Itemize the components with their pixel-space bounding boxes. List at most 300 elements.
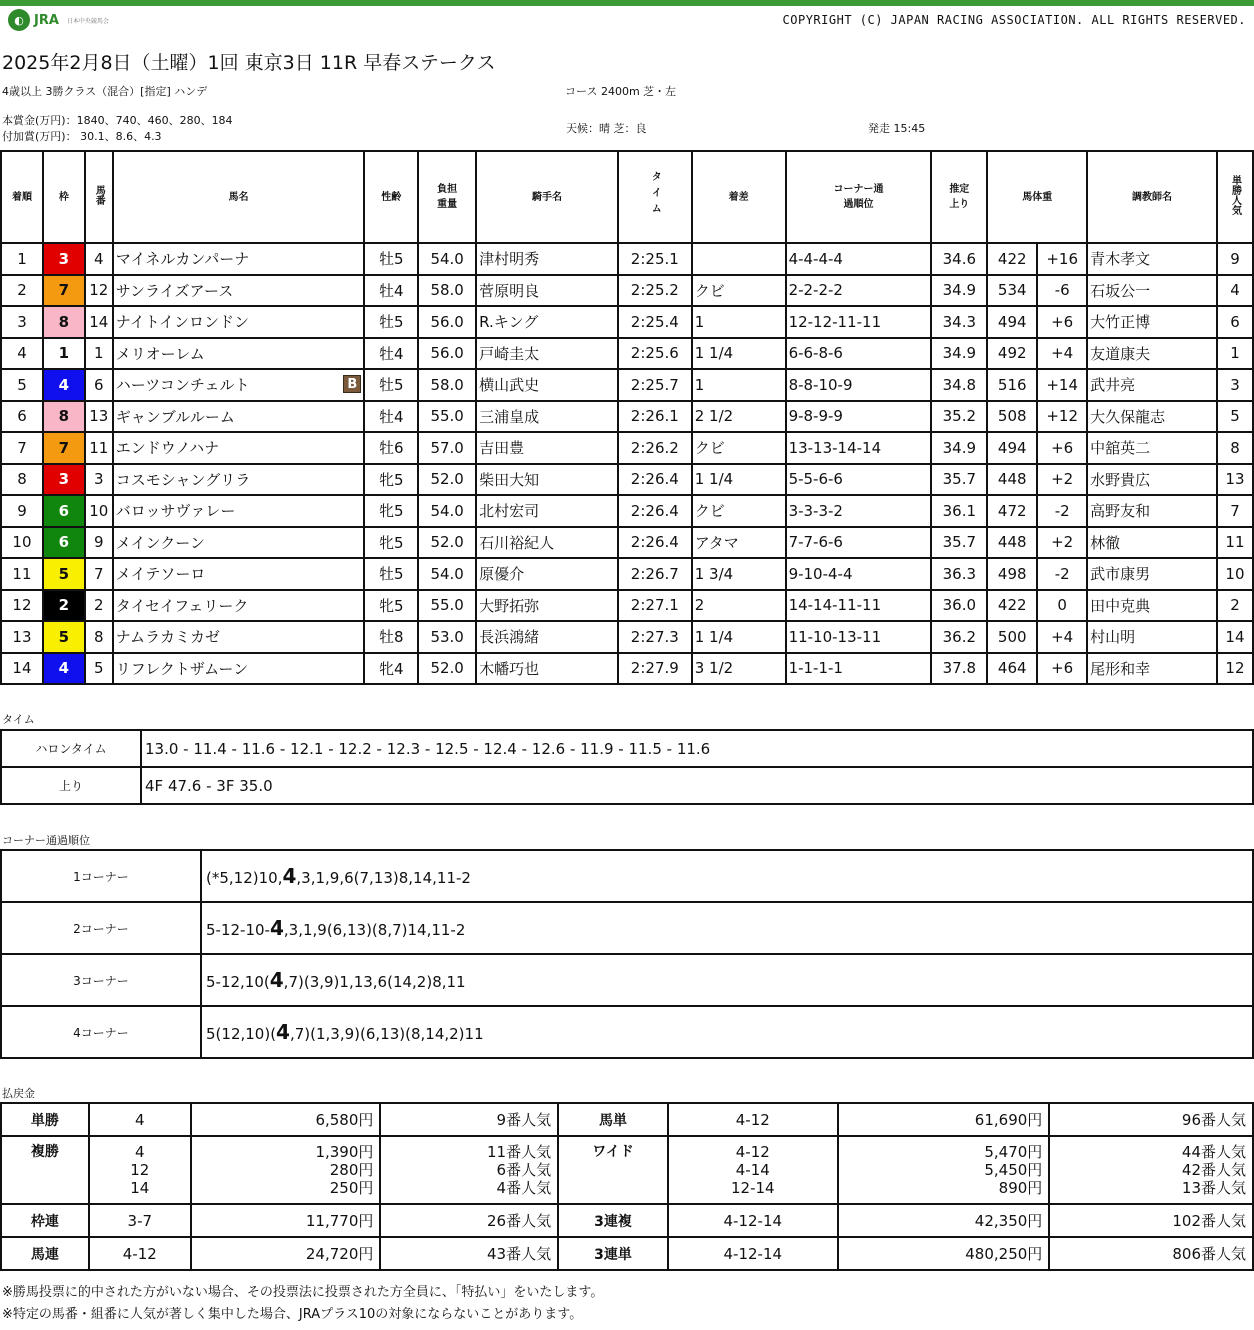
col-sex-age: 性齢 <box>364 151 418 243</box>
body-weight-cell: 494 <box>987 306 1037 338</box>
horse-number-cell: 6 <box>85 369 113 401</box>
payout-note: ※特定の馬番・組番に人気が著しく集中した場合、JRAプラス10の対象にならないことがあります。 <box>2 1307 583 1322</box>
time-section-label: タイム <box>2 713 35 726</box>
col-corners-label: コーナー通過順位 <box>833 184 884 210</box>
horse-name-text[interactable]: サンライズアース <box>115 281 234 300</box>
rank-cell: 6 <box>1 401 43 433</box>
horse-number-cell: 8 <box>85 621 113 653</box>
horse-name-text[interactable]: メイテソーロ <box>115 565 206 584</box>
margin-cell <box>692 243 786 275</box>
sex-age-cell: 牝5 <box>364 590 418 622</box>
tansho-amount: 6,580円 <box>191 1103 381 1136</box>
waku-cell: 5 <box>43 558 85 590</box>
wide-amount: 5,470円 <box>984 1143 1043 1161</box>
col-weight-carried-label: 負担重量 <box>437 184 458 210</box>
copyright-notice: COPYRIGHT (C) JAPAN RACING ASSOCIATION. ALL RIGHTS RESERVED. <box>782 13 1246 27</box>
horse-name-cell[interactable] <box>113 401 365 433</box>
corner-order-post: ,7)(3,9)1,13,6(14,2)8,11 <box>283 973 466 991</box>
race-extra-prize: 付加賞(万円)： 30.1、8.6、4.3 <box>2 130 162 143</box>
horse-name-text[interactable]: ナイトインロンドン <box>115 313 249 332</box>
corner-table <box>0 849 1254 1059</box>
last3f-cell: 36.3 <box>931 558 987 590</box>
corner-order <box>201 902 1253 954</box>
horse-number-cell: 4 <box>85 243 113 275</box>
time-cell: 2:27.3 <box>618 621 692 653</box>
jockey-cell: 吉田豊 <box>476 432 618 464</box>
umaren-amount: 24,720円 <box>191 1237 381 1270</box>
body-weight-diff-cell: +2 <box>1037 527 1087 559</box>
horse-name-cell[interactable] <box>113 590 365 622</box>
lap-time-table <box>0 729 1254 805</box>
col-corners <box>786 151 932 243</box>
waku-cell: 6 <box>43 495 85 527</box>
time-cell: 2:27.1 <box>618 590 692 622</box>
result-row <box>1 653 1253 685</box>
corner-order-pre: (*5,12)10, <box>206 869 283 887</box>
corner-positions-cell: 11-10-13-11 <box>786 621 932 653</box>
horse-number-cell: 9 <box>85 527 113 559</box>
weight-carried-cell: 58.0 <box>418 275 476 307</box>
horse-name-text[interactable]: メリオーレム <box>115 344 205 363</box>
furlong-label: ハロンタイム <box>1 730 141 767</box>
last3f-cell: 34.6 <box>931 243 987 275</box>
horse-number-cell: 13 <box>85 401 113 433</box>
wide-combo: 4-12 <box>735 1143 770 1161</box>
last3f-cell: 34.9 <box>931 275 987 307</box>
weight-carried-cell: 56.0 <box>418 306 476 338</box>
wide-amount: 5,450円 <box>984 1161 1043 1179</box>
corner-row <box>1 954 1253 1006</box>
body-weight-diff-cell: -2 <box>1037 558 1087 590</box>
weight-carried-cell: 57.0 <box>418 432 476 464</box>
result-row <box>1 464 1253 496</box>
horse-name-text[interactable]: コスモシャングリラ <box>115 470 251 489</box>
wide-label: ワイド <box>558 1136 668 1204</box>
result-row <box>1 558 1253 590</box>
popularity-cell: 9 <box>1217 243 1253 275</box>
weight-carried-cell: 56.0 <box>418 338 476 370</box>
last3f-cell: 34.9 <box>931 338 987 370</box>
race-course: コース 2400m 芝・左 <box>565 85 677 98</box>
weight-carried-cell: 54.0 <box>418 558 476 590</box>
trainer-cell: 青木孝文 <box>1087 243 1217 275</box>
trainer-cell: 大久保龍志 <box>1087 401 1217 433</box>
col-time <box>618 151 692 243</box>
jockey-cell: 三浦皇成 <box>476 401 618 433</box>
popularity-cell: 8 <box>1217 432 1253 464</box>
jockey-cell: 菅原明良 <box>476 275 618 307</box>
body-weight-diff-cell: +4 <box>1037 621 1087 653</box>
body-weight-diff-cell: +6 <box>1037 653 1087 685</box>
fukusho-amount: 1,390円 <box>315 1143 374 1161</box>
horse-name-text[interactable]: ギャンブルルーム <box>115 407 235 426</box>
body-weight-diff-cell: 0 <box>1037 590 1087 622</box>
horse-name-cell[interactable] <box>113 621 365 653</box>
fukusho-combo: 14 <box>130 1179 150 1197</box>
body-weight-diff-cell: -2 <box>1037 495 1087 527</box>
horse-name-cell[interactable] <box>113 306 365 338</box>
margin-cell: アタマ <box>692 527 786 559</box>
horse-name-cell[interactable] <box>113 432 365 464</box>
time-cell: 2:26.7 <box>618 558 692 590</box>
result-row <box>1 495 1253 527</box>
payout-row <box>1 1136 1253 1204</box>
corner-order-winner: 4 <box>282 864 297 888</box>
margin-cell: 1 3/4 <box>692 558 786 590</box>
trainer-cell: 石坂公一 <box>1087 275 1217 307</box>
fukusho-amount: 250円 <box>329 1179 374 1197</box>
waku-cell: 7 <box>43 275 85 307</box>
sex-age-cell: 牡8 <box>364 621 418 653</box>
weight-carried-cell: 55.0 <box>418 590 476 622</box>
sanrentan-label: 3連単 <box>558 1237 668 1270</box>
wide-pop: 42番人気 <box>1181 1161 1246 1179</box>
top-bar <box>0 0 1254 40</box>
last3f-cell: 34.3 <box>931 306 987 338</box>
fukusho-amounts <box>191 1136 381 1204</box>
jockey-cell: 原優介 <box>476 558 618 590</box>
trainer-cell: 中舘英二 <box>1087 432 1217 464</box>
fukusho-pop: 4番人気 <box>496 1179 552 1197</box>
col-name: 馬名 <box>113 151 365 243</box>
popularity-cell: 5 <box>1217 401 1253 433</box>
corner-positions-cell: 5-5-6-6 <box>786 464 932 496</box>
wide-pop: 13番人気 <box>1181 1179 1246 1197</box>
time-cell: 2:26.4 <box>618 495 692 527</box>
race-weather: 天候：晴 芝：良 <box>566 122 647 135</box>
wakuren-label: 枠連 <box>1 1204 89 1237</box>
corner-positions-cell: 9-10-4-4 <box>786 558 932 590</box>
rank-cell: 8 <box>1 464 43 496</box>
popularity-cell: 14 <box>1217 621 1253 653</box>
time-cell: 2:27.9 <box>618 653 692 685</box>
col-last3f-label: 推定上り <box>949 184 970 210</box>
sex-age-cell: 牡4 <box>364 401 418 433</box>
waku-cell: 3 <box>43 464 85 496</box>
wide-combo: 12-14 <box>731 1179 775 1197</box>
trainer-cell: 水野貴広 <box>1087 464 1217 496</box>
jockey-cell: 大野拓弥 <box>476 590 618 622</box>
margin-cell: 1 1/4 <box>692 621 786 653</box>
col-popularity <box>1217 151 1253 243</box>
rank-cell: 1 <box>1 243 43 275</box>
jockey-cell: 横山武史 <box>476 369 618 401</box>
weight-carried-cell: 52.0 <box>418 527 476 559</box>
rank-cell: 2 <box>1 275 43 307</box>
horse-number-cell: 11 <box>85 432 113 464</box>
corner-order-pre: 5-12,10( <box>206 973 270 991</box>
last3f-cell: 36.1 <box>931 495 987 527</box>
body-weight-diff-cell: +2 <box>1037 464 1087 496</box>
body-weight-diff-cell: +6 <box>1037 432 1087 464</box>
race-start-time: 発走 15:45 <box>868 122 926 135</box>
last3f-cell: 37.8 <box>931 653 987 685</box>
margin-cell: 1 <box>692 306 786 338</box>
last3f-cell: 35.7 <box>931 527 987 559</box>
agari-label: 上り <box>1 767 141 804</box>
horse-number-cell: 12 <box>85 275 113 307</box>
horse-name-text[interactable]: ハーツコンチェルト <box>115 376 250 395</box>
payout-row <box>1 1237 1253 1270</box>
trainer-cell: 友道康夫 <box>1087 338 1217 370</box>
horse-name-cell[interactable] <box>113 495 365 527</box>
corner-positions-cell: 9-8-9-9 <box>786 401 932 433</box>
agari-values: 4F 47.6 - 3F 35.0 <box>141 767 1253 804</box>
col-weight-carried <box>418 151 476 243</box>
corner-positions-cell: 13-13-14-14 <box>786 432 932 464</box>
rank-cell: 14 <box>1 653 43 685</box>
corner-order-winner: 4 <box>269 916 284 940</box>
time-cell: 2:26.1 <box>618 401 692 433</box>
corner-positions-cell: 8-8-10-9 <box>786 369 932 401</box>
col-jockey: 騎手名 <box>476 151 618 243</box>
wide-pops <box>1049 1136 1253 1204</box>
corner-positions-cell: 7-7-6-6 <box>786 527 932 559</box>
weight-carried-cell: 58.0 <box>418 369 476 401</box>
waku-cell: 7 <box>43 432 85 464</box>
trainer-cell: 村山明 <box>1087 621 1217 653</box>
horse-name-cell[interactable] <box>113 653 365 685</box>
fukusho-amount: 280円 <box>329 1161 374 1179</box>
horse-name-cell[interactable] <box>113 527 365 559</box>
umaren-pop: 43番人気 <box>380 1237 558 1270</box>
horse-name-cell[interactable] <box>113 464 365 496</box>
trainer-cell: 高野友和 <box>1087 495 1217 527</box>
col-body-weight: 馬体重 <box>987 151 1087 243</box>
horse-name-cell[interactable] <box>113 558 365 590</box>
corner-section-label: コーナー通過順位 <box>2 834 90 847</box>
horse-name-cell[interactable] <box>113 243 365 275</box>
body-weight-cell: 534 <box>987 275 1037 307</box>
fukusho-combo: 4 <box>135 1143 145 1161</box>
sex-age-cell: 牝5 <box>364 527 418 559</box>
sanrenpuku-pop: 102番人気 <box>1049 1204 1253 1237</box>
wakuren-pop: 26番人気 <box>380 1204 558 1237</box>
col-num <box>85 151 113 243</box>
corner-order-post: ,7)(1,3,9)(6,13)(8,14,2)11 <box>289 1025 484 1043</box>
umatan-amount: 61,690円 <box>838 1103 1050 1136</box>
blinker-badge: B <box>343 375 361 393</box>
tansho-combo: 4 <box>89 1103 191 1136</box>
sanrentan-pop: 806番人気 <box>1049 1237 1253 1270</box>
rank-cell: 5 <box>1 369 43 401</box>
waku-cell: 4 <box>43 369 85 401</box>
corner-order-post: ,3,1,9(6,13)(8,7)14,11-2 <box>283 921 466 939</box>
wide-amount: 890円 <box>998 1179 1043 1197</box>
horse-number-cell: 1 <box>85 338 113 370</box>
col-margin: 着差 <box>692 151 786 243</box>
body-weight-diff-cell: +14 <box>1037 369 1087 401</box>
jra-logo-text: JRA <box>34 12 59 28</box>
body-weight-cell: 422 <box>987 590 1037 622</box>
body-weight-cell: 494 <box>987 432 1037 464</box>
horse-number-cell: 10 <box>85 495 113 527</box>
fukusho-pops <box>380 1136 558 1204</box>
sex-age-cell: 牡6 <box>364 432 418 464</box>
payout-row <box>1 1103 1253 1136</box>
horse-number-cell: 5 <box>85 653 113 685</box>
margin-cell: 1 1/4 <box>692 338 786 370</box>
jra-logo[interactable] <box>8 9 109 31</box>
corner-order-winner: 4 <box>269 968 284 992</box>
rank-cell: 11 <box>1 558 43 590</box>
rank-cell: 10 <box>1 527 43 559</box>
popularity-cell: 4 <box>1217 275 1253 307</box>
popularity-cell: 10 <box>1217 558 1253 590</box>
horse-name-text[interactable]: バロッサヴァレー <box>115 502 236 521</box>
last3f-cell: 35.7 <box>931 464 987 496</box>
fukusho-pop: 11番人気 <box>487 1143 552 1161</box>
tansho-pop: 9番人気 <box>380 1103 558 1136</box>
corner-name: 3コーナー <box>1 954 201 1006</box>
horse-name-text[interactable]: リフレクトザムーン <box>115 659 249 678</box>
furlong-row <box>1 730 1253 767</box>
jra-logo-icon: ◐ <box>8 9 30 31</box>
horse-name-text[interactable]: ナムラカミカゼ <box>115 628 221 647</box>
time-cell: 2:26.4 <box>618 527 692 559</box>
sex-age-cell: 牡5 <box>364 306 418 338</box>
time-cell: 2:25.6 <box>618 338 692 370</box>
corner-order <box>201 850 1253 902</box>
body-weight-diff-cell: +6 <box>1037 306 1087 338</box>
body-weight-cell: 508 <box>987 401 1037 433</box>
corner-order-post: ,3,1,9,6(7,13)8,14,11-2 <box>296 869 471 887</box>
jockey-cell: 津村明秀 <box>476 243 618 275</box>
col-popularity-label: 単勝人気 <box>1229 174 1241 215</box>
sex-age-cell: 牝4 <box>364 653 418 685</box>
horse-name-cell[interactable] <box>113 338 365 370</box>
trainer-cell: 武井亮 <box>1087 369 1217 401</box>
umatan-label: 馬単 <box>558 1103 668 1136</box>
weight-carried-cell: 54.0 <box>418 243 476 275</box>
fukusho-label: 複勝 <box>1 1136 89 1204</box>
col-trainer: 調教師名 <box>1087 151 1217 243</box>
fukusho-combos <box>89 1136 191 1204</box>
payout-table <box>0 1102 1254 1271</box>
horse-name-cell[interactable] <box>113 275 365 307</box>
weight-carried-cell: 53.0 <box>418 621 476 653</box>
corner-order-pre: 5(12,10)( <box>206 1025 277 1043</box>
fukusho-combo: 12 <box>130 1161 150 1179</box>
last3f-cell: 35.2 <box>931 401 987 433</box>
time-cell: 2:25.1 <box>618 243 692 275</box>
time-cell: 2:25.4 <box>618 306 692 338</box>
body-weight-cell: 448 <box>987 527 1037 559</box>
corner-order <box>201 1006 1253 1058</box>
corner-name: 4コーナー <box>1 1006 201 1058</box>
margin-cell: 3 1/2 <box>692 653 786 685</box>
margin-cell: クビ <box>692 495 786 527</box>
horse-name-text[interactable]: マイネルカンパーナ <box>115 250 250 269</box>
result-row <box>1 590 1253 622</box>
last3f-cell: 34.9 <box>931 432 987 464</box>
result-row <box>1 243 1253 275</box>
rank-cell: 12 <box>1 590 43 622</box>
horse-number-cell: 14 <box>85 306 113 338</box>
corner-positions-cell: 6-6-8-6 <box>786 338 932 370</box>
body-weight-diff-cell: +16 <box>1037 243 1087 275</box>
jra-logo-subtitle: 日本中央競馬会 <box>66 17 109 25</box>
horse-name-cell[interactable] <box>113 369 365 401</box>
popularity-cell: 13 <box>1217 464 1253 496</box>
last3f-cell: 36.0 <box>931 590 987 622</box>
waku-cell: 2 <box>43 590 85 622</box>
last3f-cell: 36.2 <box>931 621 987 653</box>
payout-note: ※勝馬投票に的中された方がいない場合、その投票法に投票された方全員に、「特払い」をいたします。 <box>2 1285 604 1300</box>
time-cell: 2:26.2 <box>618 432 692 464</box>
last3f-cell: 34.8 <box>931 369 987 401</box>
result-row <box>1 369 1253 401</box>
rank-cell: 4 <box>1 338 43 370</box>
result-row <box>1 621 1253 653</box>
body-weight-cell: 448 <box>987 464 1037 496</box>
waku-cell: 5 <box>43 621 85 653</box>
tansho-label: 単勝 <box>1 1103 89 1136</box>
weight-carried-cell: 52.0 <box>418 653 476 685</box>
waku-cell: 8 <box>43 306 85 338</box>
body-weight-cell: 500 <box>987 621 1037 653</box>
horse-name-text[interactable]: タイセイフェリーク <box>115 596 249 615</box>
wide-combo: 4-14 <box>735 1161 770 1179</box>
result-row <box>1 401 1253 433</box>
sex-age-cell: 牝5 <box>364 464 418 496</box>
horse-number-cell: 3 <box>85 464 113 496</box>
corner-name: 1コーナー <box>1 850 201 902</box>
corner-row <box>1 850 1253 902</box>
body-weight-cell: 492 <box>987 338 1037 370</box>
body-weight-cell: 464 <box>987 653 1037 685</box>
waku-cell: 4 <box>43 653 85 685</box>
sex-age-cell: 牡4 <box>364 275 418 307</box>
wide-combos <box>668 1136 838 1204</box>
margin-cell: 1 1/4 <box>692 464 786 496</box>
payout-section-label: 払戻金 <box>2 1087 35 1100</box>
payout-row <box>1 1204 1253 1237</box>
result-row <box>1 306 1253 338</box>
corner-order <box>201 954 1253 1006</box>
sex-age-cell: 牡5 <box>364 243 418 275</box>
jockey-cell: 長浜鴻緒 <box>476 621 618 653</box>
col-waku: 枠 <box>43 151 85 243</box>
race-title: 2025年2月8日（土曜）1回 東京3日 11R 早春ステークス <box>2 52 496 74</box>
popularity-cell: 6 <box>1217 306 1253 338</box>
margin-cell: クビ <box>692 275 786 307</box>
popularity-cell: 7 <box>1217 495 1253 527</box>
umaren-combo: 4-12 <box>89 1237 191 1270</box>
horse-name-text[interactable]: エンドウノハナ <box>115 439 220 458</box>
jockey-cell: R.キング <box>476 306 618 338</box>
popularity-cell: 11 <box>1217 527 1253 559</box>
horse-name-text[interactable]: メインクーン <box>115 533 205 552</box>
margin-cell: 2 <box>692 590 786 622</box>
agari-row <box>1 767 1253 804</box>
race-prize: 本賞金(万円)：1840、740、460、280、184 <box>2 114 233 127</box>
jockey-cell: 柴田大知 <box>476 464 618 496</box>
waku-cell: 6 <box>43 527 85 559</box>
trainer-cell: 林徹 <box>1087 527 1217 559</box>
trainer-cell: 武市康男 <box>1087 558 1217 590</box>
time-cell: 2:25.2 <box>618 275 692 307</box>
col-rank: 着順 <box>1 151 43 243</box>
weight-carried-cell: 52.0 <box>418 464 476 496</box>
top-accent-line <box>0 0 1254 6</box>
trainer-cell: 田中克典 <box>1087 590 1217 622</box>
horse-number-cell: 2 <box>85 590 113 622</box>
wakuren-combo: 3-7 <box>89 1204 191 1237</box>
body-weight-diff-cell: +4 <box>1037 338 1087 370</box>
results-table <box>0 150 1254 685</box>
sanrenpuku-amount: 42,350円 <box>838 1204 1050 1237</box>
